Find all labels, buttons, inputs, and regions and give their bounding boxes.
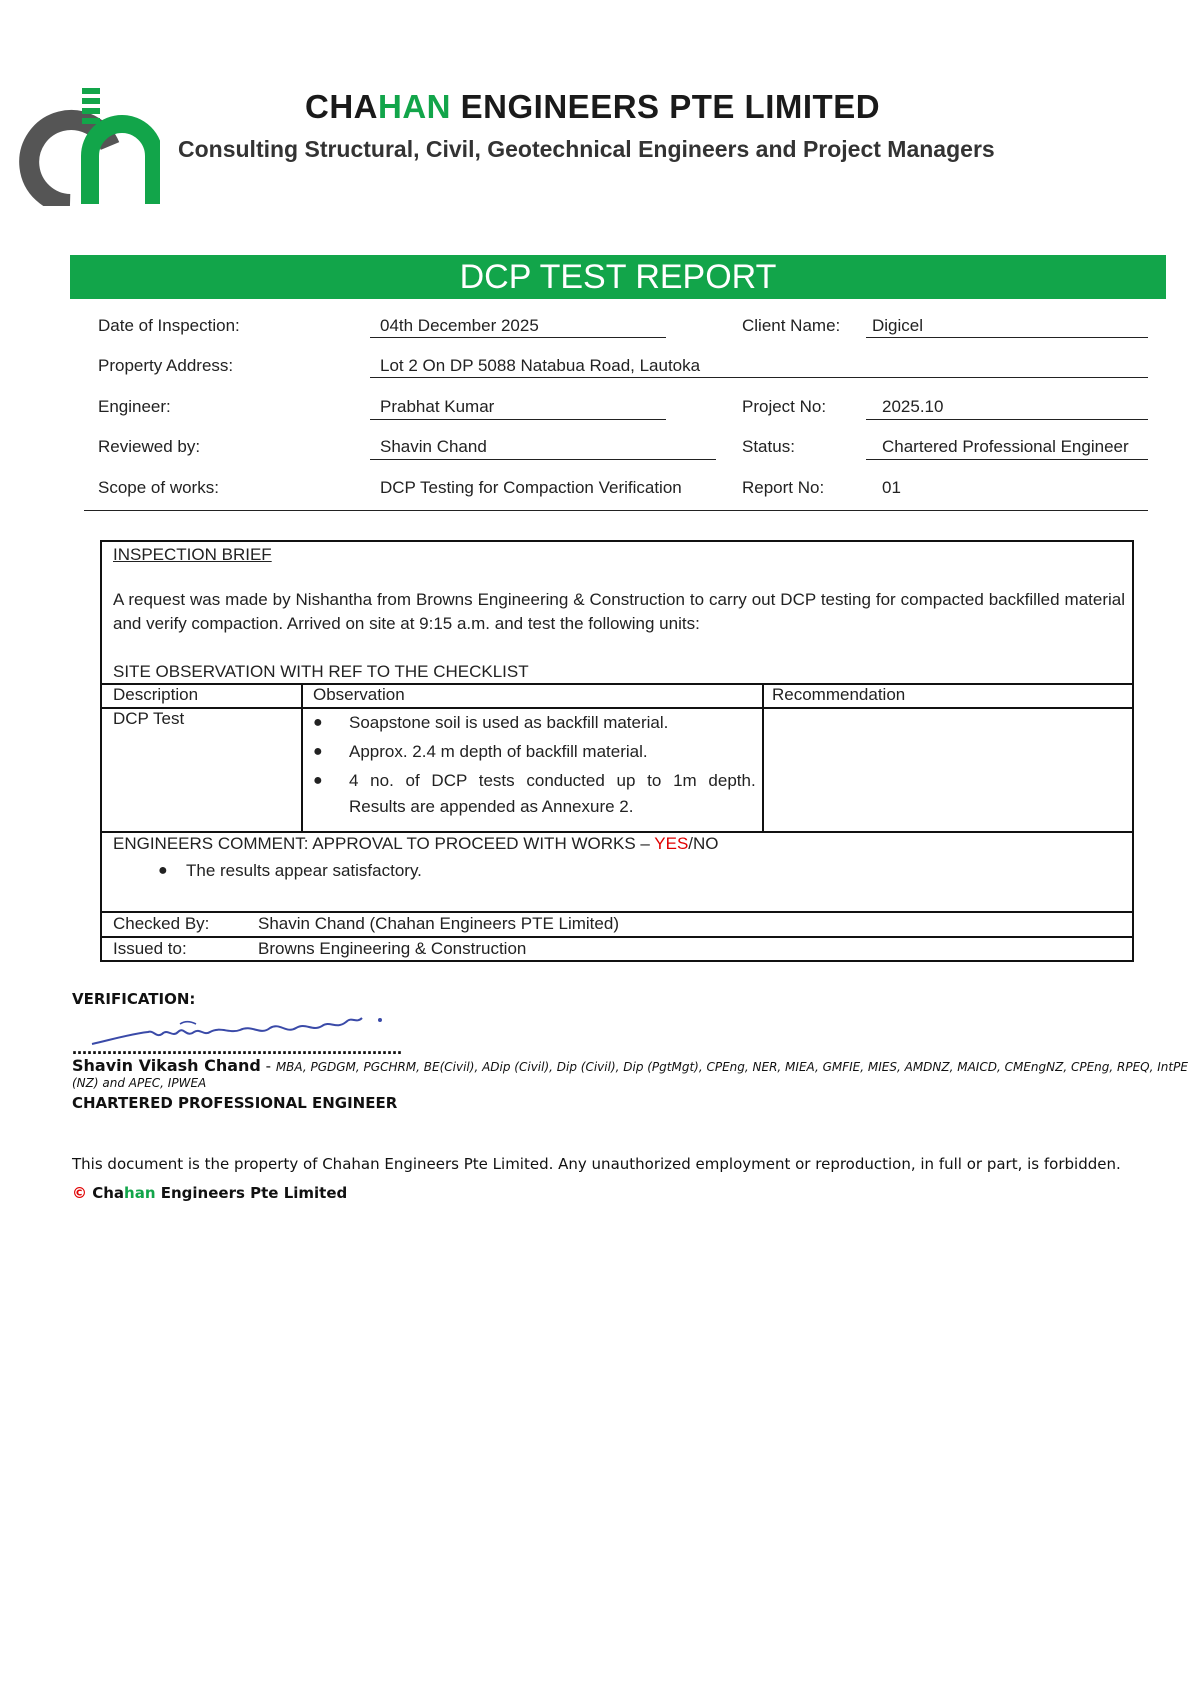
inspection-brief-heading: INSPECTION BRIEF [113, 545, 272, 564]
issued-top-rule [102, 936, 1132, 938]
verification-heading: VERIFICATION: [72, 990, 196, 1008]
table-header-rule [102, 707, 1132, 709]
col-divider-2 [762, 683, 764, 831]
project-label: Project No: [742, 397, 827, 416]
status-value: Chartered Professional Engineer [882, 437, 1129, 456]
engineer-underline [370, 419, 666, 420]
signature-line: ………………………………………………………… [72, 1040, 402, 1058]
client-value: Digicel [872, 316, 924, 335]
observation-1: ● Soapstone soil is used as backfill material. [349, 710, 668, 736]
signatory-credentials-continued: (NZ) and APEC, IPWEA [72, 1076, 207, 1090]
issued-to-label: Issued to: [113, 939, 187, 958]
company-name: CHAHAN ENGINEERS PTE LIMITED [305, 88, 881, 125]
comment-bullet: ● The results appear satisfactory. [186, 858, 422, 884]
bullet-icon: ● [158, 862, 168, 879]
copyright-icon: © [72, 1184, 87, 1202]
col-recommendation: Recommendation [772, 685, 906, 704]
bullet-icon: ● [313, 772, 323, 789]
signatory-credentials: MBA, PGDGM, PGCHRM, BE(Civil), ADip (Civil), Dip (Civil), Dip (PgtMgt), CPEng, NER, MIEA, GMFIE, MIES, AMDNZ, MAICD, CMEngNZ, CPEng, RPEQ, IntPE [275, 1060, 1188, 1074]
observation-2: ● Approx. 2.4 m depth of backfill material. [349, 739, 648, 765]
engineer-label: Engineer: [98, 397, 171, 416]
project-underline [866, 419, 1148, 420]
engineer-value: Prabhat Kumar [380, 397, 495, 416]
scope-value: DCP Testing for Compaction Verification [380, 478, 682, 497]
site-observation-heading: SITE OBSERVATION WITH REF TO THE CHECKLIST [113, 662, 529, 681]
col-observation: Observation [313, 685, 405, 704]
status-label: Status: [742, 437, 795, 456]
date-underline [370, 337, 666, 338]
company-logo [12, 86, 160, 206]
address-underline [370, 377, 1148, 378]
table-top-rule [102, 683, 1132, 685]
reviewed-label: Reviewed by: [98, 437, 201, 456]
bullet-icon: ● [313, 714, 323, 731]
report-no-value: 01 [882, 478, 901, 497]
date-label: Date of Inspection: [98, 316, 240, 335]
reviewed-value: Shavin Chand [380, 437, 487, 456]
signatory-title: CHARTERED PROFESSIONAL ENGINEER [72, 1094, 398, 1112]
signatory-line: Shavin Vikash Chand - MBA, PGDGM, PGCHRM, BE(Civil), ADip (Civil), Dip (Civil), Dip (PgtMgt), CPEng, NER, MIEA, GMFIE, MIES, AMDNZ, MAICD, CMEngNZ, CPEng, RPEQ, IntPE [72, 1056, 1188, 1075]
bullet-icon: ● [313, 743, 323, 760]
inspection-brief-box [100, 540, 1134, 962]
address-value: Lot 2 On DP 5088 Natabua Road, Lautoka [380, 356, 701, 375]
observation-3: ● 4 no. of DCP tests conducted up to 1m depth. [349, 768, 756, 794]
col-description: Description [113, 685, 199, 704]
project-value: 2025.10 [882, 397, 944, 416]
client-label: Client Name: [742, 316, 841, 335]
status-underline [866, 459, 1148, 460]
date-value: 04th December 2025 [380, 316, 539, 335]
client-underline [866, 337, 1148, 338]
fields-bottom-rule [84, 510, 1148, 511]
ownership-notice: This document is the property of Chahan Engineers Pte Limited. Any unauthorized employment or reproduction, in full or part, is forbidden. [72, 1155, 1121, 1173]
row-description: DCP Test [113, 709, 185, 728]
issued-to-value: Browns Engineering & Construction [258, 939, 527, 958]
engineers-comment: ENGINEERS COMMENT: APPROVAL TO PROCEED WITH WORKS – YES/NO [113, 834, 719, 853]
copyright-line: © Chahan Engineers Pte Limited [72, 1184, 348, 1202]
checked-by-label: Checked By: [113, 914, 210, 933]
address-label: Property Address: [98, 356, 234, 375]
company-tagline: Consulting Structural, Civil, Geotechnical Engineers and Project Managers [178, 136, 995, 162]
checked-top-rule [102, 911, 1132, 913]
checked-by-value: Shavin Chand (Chahan Engineers PTE Limited) [258, 914, 619, 933]
signatory-name: Shavin Vikash Chand [72, 1056, 261, 1075]
observation-3-continued: Results are appended as Annexure 2. [349, 797, 634, 816]
inspection-brief-text: A request was made by Nishantha from Browns Engineering & Construction to carry out DCP testing for compacted backfilled material and verify compaction. Arrived on site at 9:15 a.m. and test the following units: [113, 590, 1125, 633]
report-no-label: Report No: [742, 478, 825, 497]
reviewed-underline [370, 459, 716, 460]
scope-label: Scope of works: [98, 478, 219, 497]
report-title: DCP TEST REPORT [70, 255, 1166, 299]
table-bottom-rule [102, 831, 1132, 833]
col-divider-1 [301, 683, 303, 831]
